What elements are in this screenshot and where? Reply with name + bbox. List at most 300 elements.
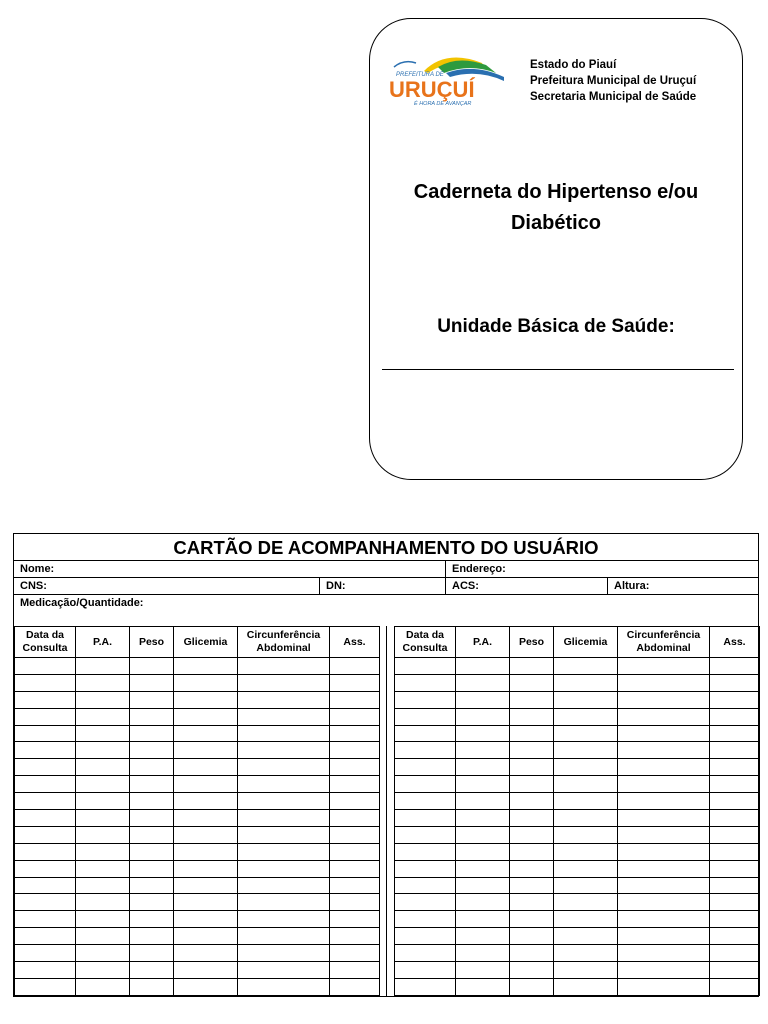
table-row (15, 759, 380, 776)
table-cell (130, 810, 174, 827)
table-cell (510, 843, 554, 860)
table-cell (554, 708, 618, 725)
table-cell (76, 674, 130, 691)
field-endereco: Endereço: (445, 561, 758, 577)
table-cell (15, 826, 76, 843)
table-cell (710, 962, 760, 979)
table-cell (76, 658, 130, 675)
table-cell (174, 945, 238, 962)
table-cell (554, 978, 618, 995)
column-header (554, 627, 618, 658)
header-prefeitura: Prefeitura Municipal de Uruçuí (530, 75, 697, 87)
table-cell (510, 860, 554, 877)
table-cell (238, 759, 330, 776)
table-cell (15, 894, 76, 911)
table-row (15, 860, 380, 877)
table-cell (76, 911, 130, 928)
table-cell (510, 776, 554, 793)
table-cell (238, 978, 330, 995)
table-row (15, 978, 380, 995)
header-secretaria: Secretaria Municipal de Saúde (530, 91, 697, 103)
table-cell (510, 945, 554, 962)
column-header-line1: P.A. (472, 635, 493, 648)
table-cell (330, 928, 380, 945)
table-cell (395, 877, 456, 894)
table-cell (76, 978, 130, 995)
ubs-label: Unidade Básica de Saúde: (437, 316, 675, 337)
table-cell (395, 928, 456, 945)
table-cell (618, 860, 710, 877)
logo-slogan: É HORA DE AVANÇAR (414, 101, 472, 107)
table-cell (710, 691, 760, 708)
table-cell (618, 978, 710, 995)
table-cell (330, 860, 380, 877)
table-cell (395, 742, 456, 759)
table-cell (618, 928, 710, 945)
table-cell (554, 742, 618, 759)
column-header-line1: Data da (26, 629, 64, 641)
table-cell (395, 911, 456, 928)
table-cell (456, 962, 510, 979)
table-row (395, 708, 760, 725)
table-row (395, 877, 760, 894)
table-cell (710, 658, 760, 675)
table-cell (618, 725, 710, 742)
table-cell (395, 894, 456, 911)
table-cell (76, 928, 130, 945)
table-row (395, 691, 760, 708)
table-cell (395, 962, 456, 979)
table-cell (76, 776, 130, 793)
table-row (395, 826, 760, 843)
table-cell (395, 978, 456, 995)
table-cell (618, 945, 710, 962)
table-cell (174, 708, 238, 725)
table-cell (330, 911, 380, 928)
table-cell (238, 928, 330, 945)
table-cell (456, 978, 510, 995)
table-cell (130, 978, 174, 995)
table-cell (395, 658, 456, 675)
table-cell (76, 826, 130, 843)
table-cell (710, 776, 760, 793)
table-row (395, 978, 760, 995)
table-cell (330, 793, 380, 810)
table-cell (15, 725, 76, 742)
table-cell (238, 658, 330, 675)
table-row (395, 911, 760, 928)
table-cell (174, 843, 238, 860)
table-cell (76, 962, 130, 979)
field-nome: Nome: (20, 563, 55, 575)
table-cell (456, 708, 510, 725)
table-cell (238, 691, 330, 708)
table-cell (238, 810, 330, 827)
table-row (395, 776, 760, 793)
card-title: CARTÃO DE ACOMPANHAMENTO DO USUÁRIO (14, 534, 758, 561)
table-cell (618, 894, 710, 911)
column-header (456, 627, 510, 658)
table-cell (456, 691, 510, 708)
table-cell (554, 894, 618, 911)
table-cell (238, 877, 330, 894)
table-cell (238, 776, 330, 793)
table-cell (76, 793, 130, 810)
table-cell (618, 810, 710, 827)
table-cell (130, 962, 174, 979)
table-cell (174, 826, 238, 843)
table-cell (510, 793, 554, 810)
column-header (130, 627, 174, 658)
table-row (15, 776, 380, 793)
booklet-title (370, 177, 742, 239)
table-cell (554, 810, 618, 827)
table-cell (710, 826, 760, 843)
table-cell (395, 810, 456, 827)
table-row (395, 725, 760, 742)
table-row (395, 742, 760, 759)
table-cell (238, 860, 330, 877)
column-header (174, 627, 238, 658)
table-row (395, 928, 760, 945)
column-header-line1: Ass. (343, 635, 366, 648)
table-row (15, 911, 380, 928)
table-cell (15, 742, 76, 759)
table-row (395, 945, 760, 962)
table-cell (330, 978, 380, 995)
table-cell (554, 658, 618, 675)
table-cell (618, 962, 710, 979)
column-header-line1: Glicemia (563, 635, 608, 648)
table-cell (510, 759, 554, 776)
table-cell (130, 860, 174, 877)
table-cell (238, 674, 330, 691)
table-cell (395, 793, 456, 810)
table-row (15, 928, 380, 945)
table-cell (510, 826, 554, 843)
table-cell (130, 759, 174, 776)
table-cell (174, 978, 238, 995)
table-cell (618, 793, 710, 810)
table-cell (330, 708, 380, 725)
table-cell (618, 877, 710, 894)
field-acs: ACS: (445, 578, 607, 594)
table-row (395, 810, 760, 827)
table-cell (510, 877, 554, 894)
table-cell (15, 843, 76, 860)
table-cell (238, 826, 330, 843)
table-cell (710, 674, 760, 691)
table-cell (456, 725, 510, 742)
table-cell (510, 658, 554, 675)
table-cell (618, 658, 710, 675)
table-row (15, 877, 380, 894)
table-cell (238, 843, 330, 860)
column-header (15, 627, 76, 658)
table-cell (554, 945, 618, 962)
table-cell (554, 911, 618, 928)
table-cell (456, 894, 510, 911)
table-cell (238, 742, 330, 759)
table-row (15, 826, 380, 843)
table-cell (456, 877, 510, 894)
table-cell (710, 877, 760, 894)
table-cell (456, 928, 510, 945)
table-cell (76, 945, 130, 962)
table-cell (618, 708, 710, 725)
table-cell (456, 860, 510, 877)
logo-caption-top: PREFEITURA DE (396, 72, 444, 78)
table-cell (710, 742, 760, 759)
table-cell (130, 945, 174, 962)
table-cell (174, 860, 238, 877)
table-cell (554, 877, 618, 894)
table-cell (395, 776, 456, 793)
row-nome-endereco (14, 561, 758, 578)
table-row (395, 894, 760, 911)
column-header (710, 627, 760, 658)
table-cell (15, 860, 76, 877)
table-cell (130, 843, 174, 860)
table-cell (238, 793, 330, 810)
table-cell (130, 928, 174, 945)
column-header-line1: Circunferência (246, 629, 321, 641)
table-row (395, 843, 760, 860)
table-cell (174, 674, 238, 691)
table-cell (15, 928, 76, 945)
visit-log-left (14, 626, 379, 996)
table-cell (15, 658, 76, 675)
uruçuí-logo (386, 49, 508, 109)
table-cell (330, 691, 380, 708)
tracking-card (13, 533, 759, 997)
visit-table-right (394, 626, 760, 996)
table-cell (238, 962, 330, 979)
table-cell (554, 860, 618, 877)
table-cell (395, 708, 456, 725)
table-row (15, 742, 380, 759)
table-cell (76, 843, 130, 860)
table-cell (330, 945, 380, 962)
table-cell (618, 759, 710, 776)
table-cell (456, 658, 510, 675)
table-cell (395, 826, 456, 843)
table-row (15, 843, 380, 860)
table-cell (15, 945, 76, 962)
table-cell (130, 691, 174, 708)
table-cell (174, 962, 238, 979)
table-cell (330, 658, 380, 675)
table-cell (330, 759, 380, 776)
column-header (238, 627, 330, 658)
table-cell (330, 826, 380, 843)
table-cell (510, 674, 554, 691)
table-cell (456, 826, 510, 843)
column-header (395, 627, 456, 658)
header-row (15, 627, 380, 658)
table-cell (15, 776, 76, 793)
row-medicacao (14, 595, 758, 624)
table-cell (554, 725, 618, 742)
table-cell (456, 810, 510, 827)
ubs-fill-line (382, 369, 734, 370)
table-cell (130, 894, 174, 911)
table-row (15, 810, 380, 827)
table-row (15, 658, 380, 675)
table-cell (456, 742, 510, 759)
table-cell (130, 776, 174, 793)
field-altura: Altura: (607, 578, 758, 594)
table-cell (174, 894, 238, 911)
table-cell (510, 928, 554, 945)
table-cell (395, 945, 456, 962)
table-cell (618, 911, 710, 928)
table-cell (15, 793, 76, 810)
table-cell (130, 708, 174, 725)
table-cell (456, 776, 510, 793)
field-medicacao: Medicação/Quantidade: (20, 597, 144, 609)
table-cell (456, 674, 510, 691)
table-cell (174, 877, 238, 894)
table-cell (554, 776, 618, 793)
table-cell (130, 725, 174, 742)
table-cell (15, 759, 76, 776)
table-cell (330, 877, 380, 894)
table-row (395, 962, 760, 979)
table-cell (510, 810, 554, 827)
table-cell (15, 877, 76, 894)
column-header-line1: P.A. (92, 635, 113, 648)
table-cell (456, 945, 510, 962)
table-cell (76, 708, 130, 725)
table-cell (554, 674, 618, 691)
table-cell (174, 742, 238, 759)
table-cell (15, 911, 76, 928)
column-header-line1: Peso (138, 635, 165, 648)
table-cell (238, 708, 330, 725)
table-cell (130, 674, 174, 691)
table-cell (76, 725, 130, 742)
table-row (15, 725, 380, 742)
visit-table-left (14, 626, 380, 996)
table-cell (174, 793, 238, 810)
table-cell (510, 708, 554, 725)
table-cell (710, 810, 760, 827)
visit-log-right (394, 626, 759, 996)
table-row (395, 759, 760, 776)
table-cell (395, 674, 456, 691)
table-cell (510, 691, 554, 708)
table-cell (330, 843, 380, 860)
table-cell (15, 962, 76, 979)
column-header-line2: Abdominal (636, 642, 691, 654)
row-cns-dn-acs-altura (14, 578, 758, 595)
table-row (15, 962, 380, 979)
table-cell (554, 759, 618, 776)
table-cell (174, 725, 238, 742)
table-cell (510, 894, 554, 911)
header-lines (530, 57, 696, 105)
table-cell (330, 742, 380, 759)
table-cell (15, 708, 76, 725)
table-row (395, 658, 760, 675)
table-cell (395, 691, 456, 708)
column-header-line1: Data da (406, 629, 444, 641)
table-row (395, 860, 760, 877)
table-cell (15, 691, 76, 708)
table-cell (554, 826, 618, 843)
table-cell (76, 691, 130, 708)
table-cell (618, 776, 710, 793)
table-cell (710, 894, 760, 911)
column-header-line2: Consulta (22, 642, 68, 654)
cover-card (369, 18, 743, 480)
table-row (395, 793, 760, 810)
table-cell (710, 843, 760, 860)
table-cell (130, 826, 174, 843)
table-cell (174, 776, 238, 793)
table-cell (130, 793, 174, 810)
table-cell (456, 911, 510, 928)
table-cell (76, 742, 130, 759)
table-cell (130, 658, 174, 675)
table-cell (330, 962, 380, 979)
column-header-line1: Circunferência (626, 629, 701, 641)
table-cell (76, 860, 130, 877)
column-separator (386, 626, 387, 996)
table-row (15, 691, 380, 708)
table-cell (554, 928, 618, 945)
table-cell (456, 793, 510, 810)
table-row (15, 708, 380, 725)
column-header (330, 627, 380, 658)
table-cell (395, 843, 456, 860)
visit-logs (14, 626, 758, 996)
table-cell (15, 674, 76, 691)
table-cell (174, 810, 238, 827)
table-cell (174, 911, 238, 928)
table-cell (510, 725, 554, 742)
field-dn: DN: (319, 578, 445, 594)
column-header (76, 627, 130, 658)
table-cell (618, 674, 710, 691)
table-cell (330, 776, 380, 793)
table-cell (174, 691, 238, 708)
table-cell (15, 810, 76, 827)
table-row (15, 674, 380, 691)
logo-name: URUÇUÍ (389, 77, 475, 102)
table-cell (76, 877, 130, 894)
table-cell (510, 911, 554, 928)
table-cell (510, 962, 554, 979)
table-cell (174, 658, 238, 675)
column-header-line1: Peso (518, 635, 545, 648)
table-body (395, 658, 760, 996)
table-cell (76, 810, 130, 827)
column-header-line2: Consulta (402, 642, 448, 654)
table-cell (130, 877, 174, 894)
field-cns: CNS: (20, 580, 47, 592)
column-header (618, 627, 710, 658)
table-cell (174, 928, 238, 945)
table-cell (710, 978, 760, 995)
column-header-line1: Glicemia (183, 635, 228, 648)
table-cell (174, 759, 238, 776)
table-cell (710, 725, 760, 742)
table-cell (238, 725, 330, 742)
table-cell (618, 843, 710, 860)
table-cell (618, 742, 710, 759)
